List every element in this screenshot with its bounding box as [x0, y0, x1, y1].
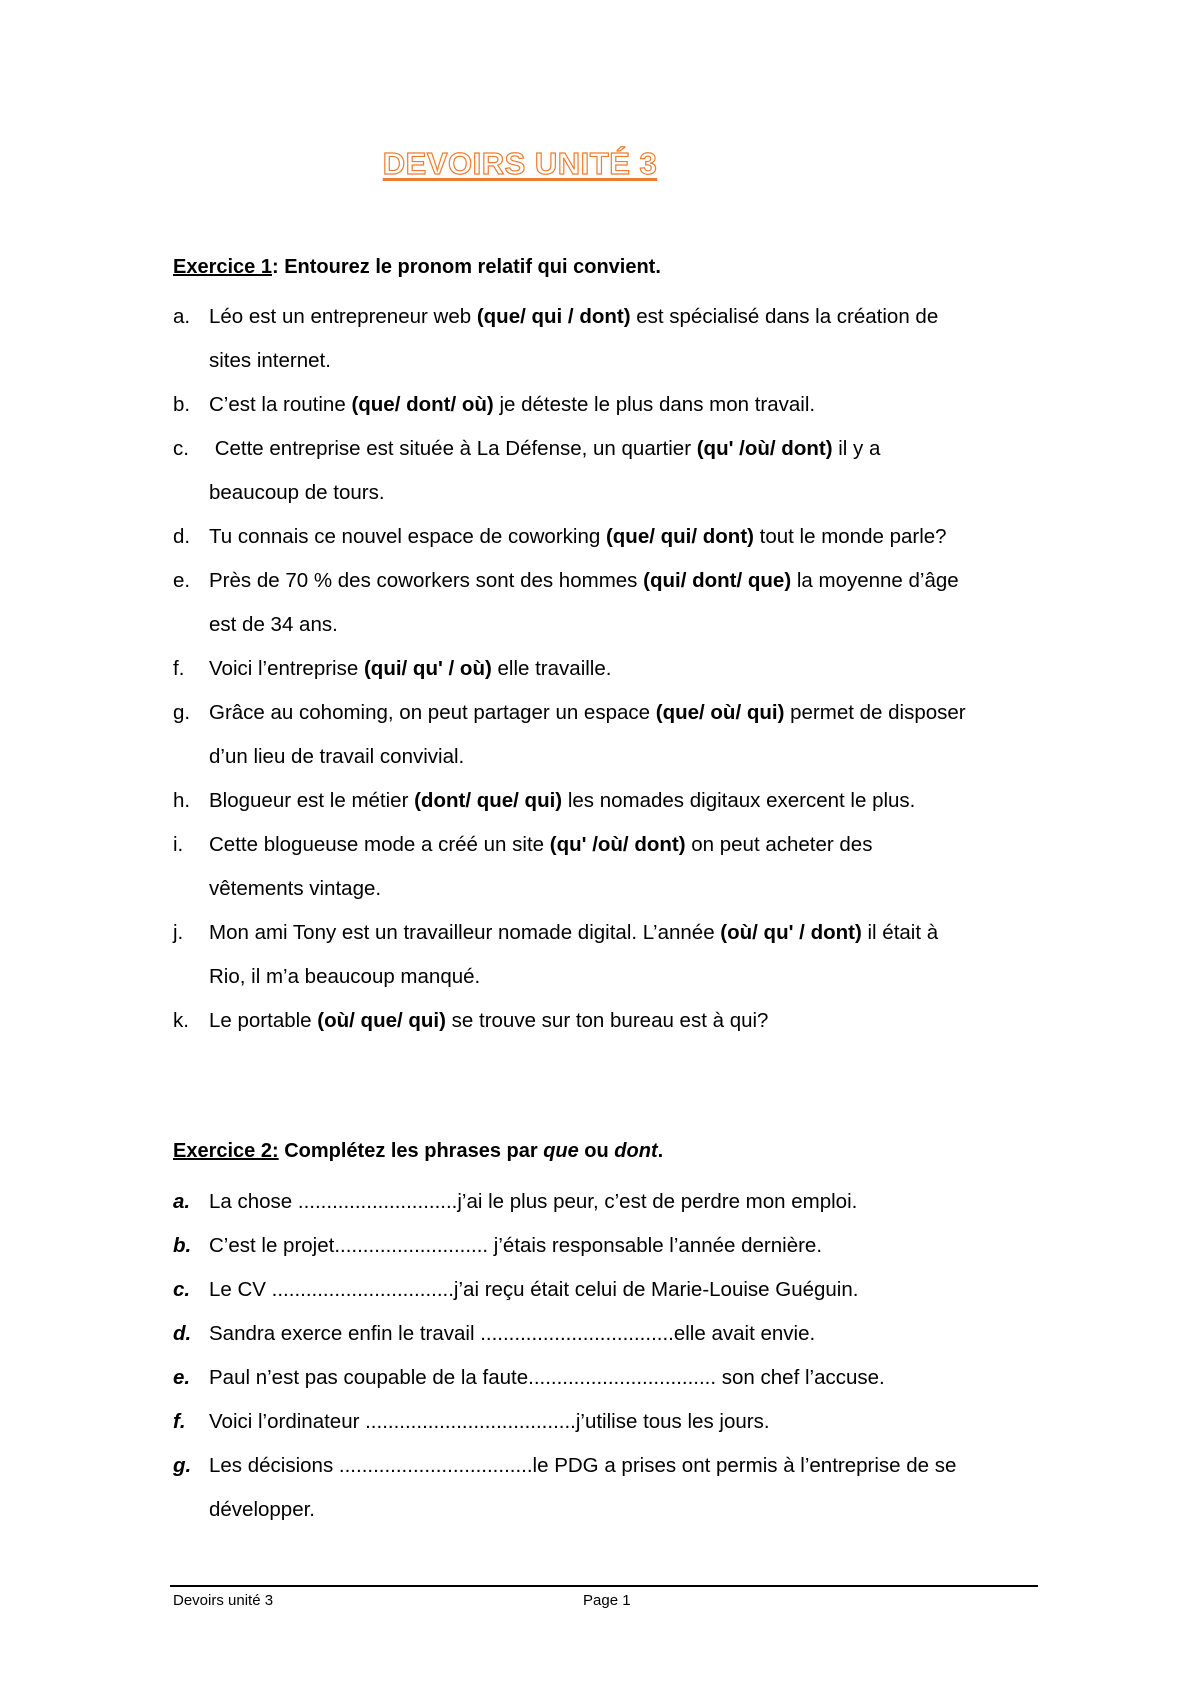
exercise-2-item-g: [173, 1444, 1053, 1532]
item-letter: j.: [173, 921, 184, 944]
exercise-2-word-que: que: [543, 1140, 579, 1162]
item-letter: f.: [173, 657, 185, 680]
item-letter: d.: [173, 525, 191, 548]
item-continuation: sites internet.: [209, 349, 331, 372]
item-choices: (qui/ dont/ que): [643, 569, 792, 592]
footer-divider: [170, 1585, 1038, 1587]
exercise-1-item-f: [173, 647, 1053, 691]
item-text-after: les nomades digitaux exercent le plus.: [562, 789, 916, 812]
item-text: Grâce au cohoming, on peut partager un espace: [209, 701, 656, 724]
item-letter: c.: [173, 437, 189, 460]
item-text: Mon ami Tony est un travailleur nomade digital. L’année: [209, 921, 721, 944]
item-text: La chose ............................j’ai le plus peur, c’est de perdre mon emploi.: [209, 1190, 858, 1213]
item-continuation: beaucoup de tours.: [209, 481, 385, 504]
item-choices: (qui/ qu' / où): [363, 657, 492, 680]
item-text: Près de 70 % des coworkers sont des hommes: [209, 569, 644, 592]
item-letter: f.: [173, 1410, 186, 1433]
item-choices: (qu' /où/ dont): [696, 437, 833, 460]
exercise-1-item-c: [173, 427, 1053, 515]
item-text: C’est le projet........................... j’étais responsable l’année dernière.: [209, 1234, 823, 1257]
item-text: Cette blogueuse mode a créé un site: [209, 833, 550, 856]
exercise-2-heading: [173, 1140, 663, 1163]
exercise-2-label: Exercice 2:: [173, 1140, 279, 1162]
exercise-2-instruction-end: .: [657, 1140, 664, 1162]
item-text-after: il était à: [861, 921, 939, 944]
page-title: DEVOIRS UNITÉ 3: [382, 146, 658, 181]
exercise-1-list: [173, 295, 1053, 1043]
item-letter: e.: [173, 569, 191, 592]
item-choices: (que/ qui/ dont): [605, 525, 754, 548]
exercise-1-item-b: [173, 383, 1053, 427]
exercise-2-item-a: [173, 1180, 1053, 1224]
item-text-after: tout le monde parle?: [753, 525, 947, 548]
exercise-2-item-b: [173, 1224, 1053, 1268]
exercise-2-item-f: [173, 1400, 1053, 1444]
item-letter: h.: [173, 789, 191, 812]
item-text-after: est spécialisé dans la création de: [630, 305, 939, 328]
item-text-after: on peut acheter des: [685, 833, 873, 856]
item-choices: (où/ que/ qui): [317, 1009, 446, 1032]
item-text-after: je déteste le plus dans mon travail.: [493, 393, 816, 416]
exercise-2-list: [173, 1180, 1053, 1532]
exercise-1-item-d: [173, 515, 1053, 559]
item-letter: i.: [173, 833, 184, 856]
item-letter: a.: [173, 305, 191, 328]
item-text: Cette entreprise est située à La Défense, un quartier: [209, 437, 697, 460]
footer-document-name: Devoirs unité 3: [173, 1592, 274, 1609]
item-text-after: elle travaille.: [491, 657, 612, 680]
exercise-1-heading: [173, 256, 661, 279]
item-choices: (que/ dont/ où): [351, 393, 494, 416]
exercise-1-instruction: : Entourez le pronom relatif qui convient.: [271, 256, 661, 278]
item-continuation: d’un lieu de travail convivial.: [209, 745, 465, 768]
exercise-1-item-j: [173, 911, 1053, 999]
item-letter: d.: [173, 1322, 192, 1345]
item-text: Voici l’ordinateur .....................................j’utilise tous les jours.: [209, 1410, 770, 1433]
item-text: C’est la routine: [209, 393, 352, 416]
footer-page-number: Page 1: [583, 1592, 631, 1609]
item-letter: b.: [173, 393, 191, 416]
item-letter: k.: [173, 1009, 189, 1032]
exercise-1-item-i: [173, 823, 1053, 911]
item-continuation: est de 34 ans.: [209, 613, 338, 636]
item-letter: g.: [173, 701, 191, 724]
exercise-1-item-h: [173, 779, 1053, 823]
exercise-1-item-e: [173, 559, 1053, 647]
item-choices: (où/ qu' / dont): [720, 921, 862, 944]
item-letter: c.: [173, 1278, 191, 1301]
exercise-2-instruction: Complétez les phrases par: [278, 1140, 544, 1162]
item-choices: (que/ qui / dont): [476, 305, 631, 328]
item-text: Voici l’entreprise: [209, 657, 364, 680]
item-continuation: vêtements vintage.: [209, 877, 382, 900]
item-text: Le portable: [209, 1009, 318, 1032]
item-text: Le CV ................................j’ai reçu était celui de Marie-Louise Guéguin.: [209, 1278, 859, 1301]
item-text-after: il y a: [832, 437, 881, 460]
exercise-1-item-g: [173, 691, 1053, 779]
item-choices: (dont/ que/ qui): [414, 789, 563, 812]
item-choices: (qu' /où/ dont): [549, 833, 686, 856]
item-text-after: permet de disposer: [784, 701, 966, 724]
exercise-1-item-k: [173, 999, 1053, 1043]
exercise-1-label: Exercice 1: [173, 256, 272, 278]
item-text: Léo est un entrepreneur web: [209, 305, 477, 328]
item-text: Blogueur est le métier: [209, 789, 415, 812]
item-continuation: Rio, il m’a beaucoup manqué.: [209, 965, 481, 988]
item-choices: (que/ où/ qui): [655, 701, 785, 724]
exercise-1-item-a: [173, 295, 1053, 383]
exercise-2-word-dont: dont: [614, 1140, 658, 1162]
item-letter: g.: [173, 1454, 192, 1477]
item-continuation: développer.: [209, 1498, 316, 1521]
exercise-2-item-e: [173, 1356, 1053, 1400]
item-text-after: la moyenne d’âge: [791, 569, 959, 592]
item-text: Paul n’est pas coupable de la faute................................. son chef l’accuse.: [209, 1366, 885, 1389]
item-text: Sandra exerce enfin le travail ..................................elle avait envie.: [209, 1322, 816, 1345]
item-letter: b.: [173, 1234, 192, 1257]
item-letter: e.: [173, 1366, 191, 1389]
exercise-2-item-d: [173, 1312, 1053, 1356]
item-letter: a.: [173, 1190, 191, 1213]
item-text-after: se trouve sur ton bureau est à qui?: [445, 1009, 769, 1032]
exercise-2-instruction-mid: ou: [578, 1140, 615, 1162]
item-text: Tu connais ce nouvel espace de coworking: [209, 525, 606, 548]
item-text: Les décisions ..................................le PDG a prises ont permis à l’entreprise de se: [209, 1454, 957, 1477]
exercise-2-item-c: [173, 1268, 1053, 1312]
